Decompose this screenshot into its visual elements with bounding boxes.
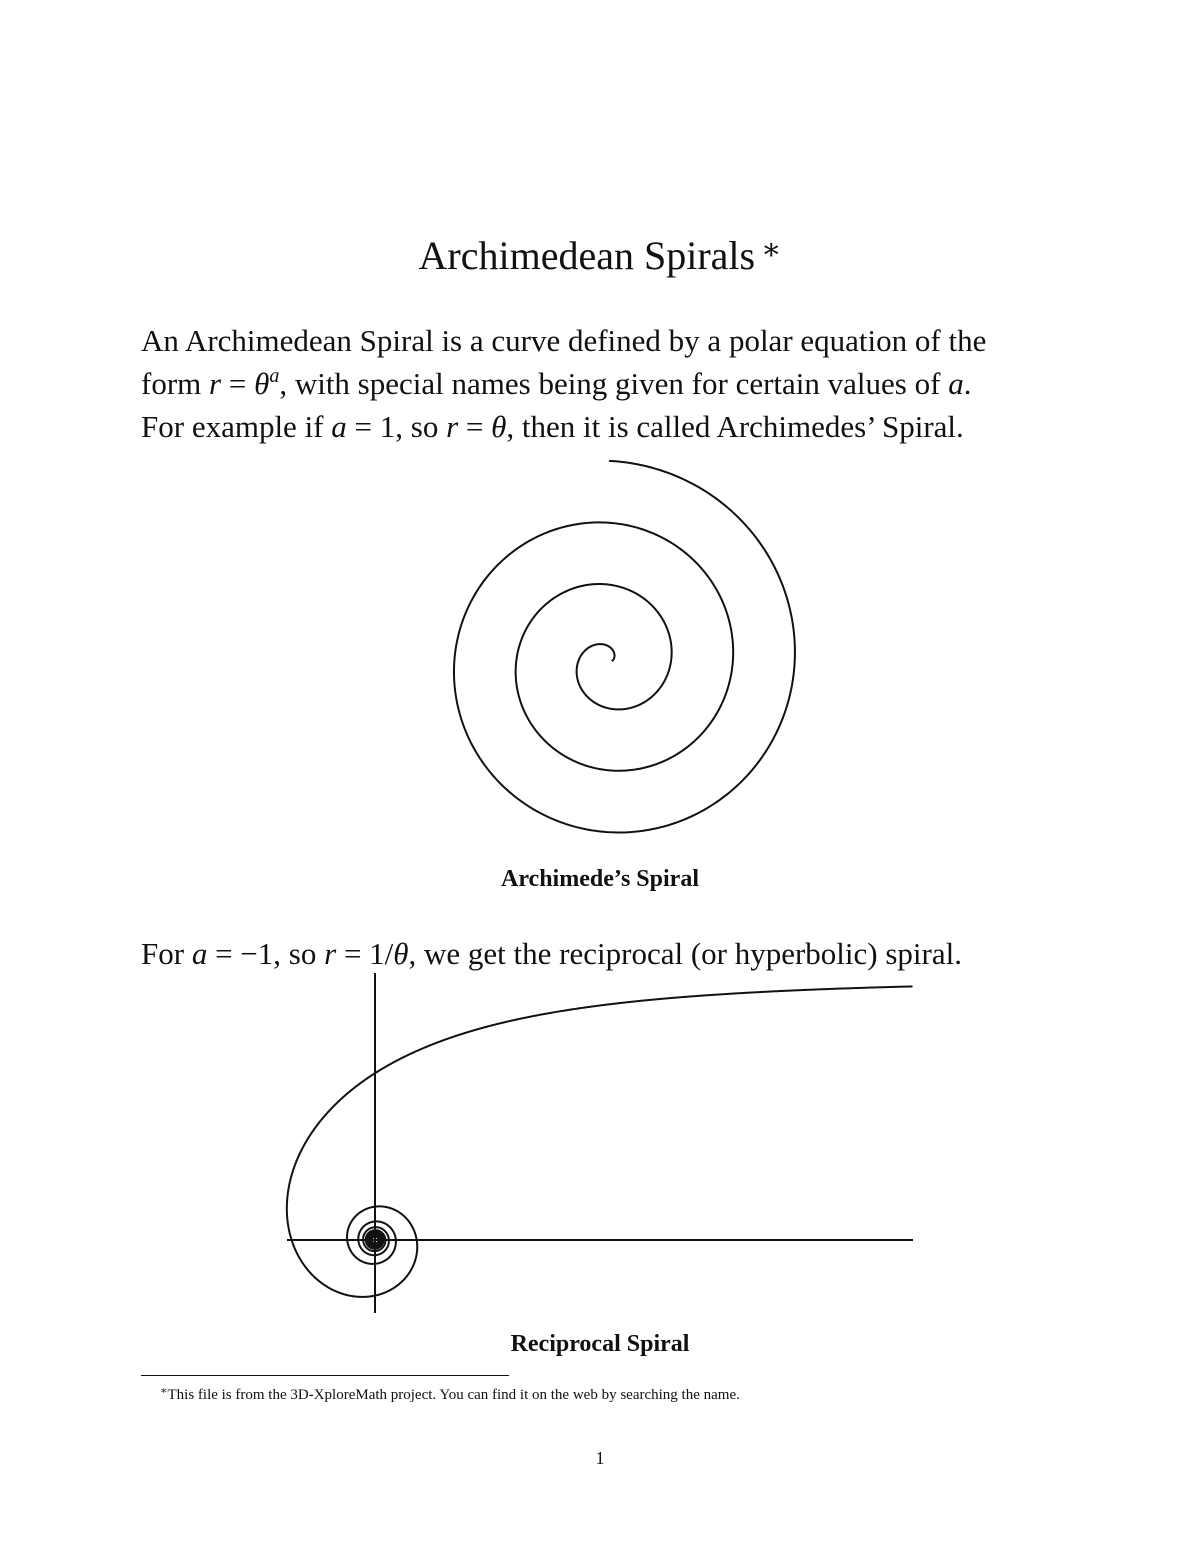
text-span: For	[141, 936, 192, 971]
math-var-theta: θ	[254, 366, 270, 401]
math-var-theta: θ	[393, 936, 409, 971]
footnote-rule	[141, 1375, 509, 1376]
text-span: = 1, so	[346, 409, 447, 444]
page-number: 1	[595, 1448, 605, 1468]
text-span: , then it is called Archimedes’ Spiral.	[506, 409, 964, 444]
footnote-text: This file is from the 3D-XploreMath project. You can find it on the web by searching the name.	[167, 1387, 740, 1403]
figure-caption-reciprocal: Reciprocal Spiral	[510, 1331, 690, 1357]
math-var-a: a	[191, 936, 208, 971]
math-var-r: r	[324, 936, 337, 971]
math-var-a: a	[948, 366, 964, 401]
reciprocal-spiral-curve	[287, 986, 913, 1297]
math-var-r: r	[446, 409, 459, 444]
text-span: form	[141, 366, 210, 401]
intro-line-1: An Archimedean Spiral is a curve defined by a polar equation of the	[141, 323, 987, 358]
text-span: For example if	[141, 409, 332, 444]
footnote	[160, 1380, 740, 1406]
text-span: =	[458, 409, 492, 444]
text-span: = −1, so	[207, 936, 325, 971]
math-exponent-a: a	[269, 365, 280, 387]
text-span: =	[221, 366, 255, 401]
math-var-r: r	[209, 366, 222, 401]
text-span: , with special names being given for certain values of	[279, 366, 949, 401]
text-span: .	[963, 366, 972, 401]
math-var-a: a	[331, 409, 347, 444]
title-footnote-marker: ∗	[761, 233, 782, 266]
footnote-marker: ∗	[160, 1385, 168, 1397]
title-text: Archimedean Spirals	[418, 233, 756, 278]
math-var-theta: θ	[491, 409, 507, 444]
text-span: , we get the reciprocal (or hyperbolic) spiral.	[408, 936, 962, 971]
text-span: = 1/	[336, 936, 394, 971]
figure-caption-archimedes: Archimede’s Spiral	[501, 866, 699, 892]
